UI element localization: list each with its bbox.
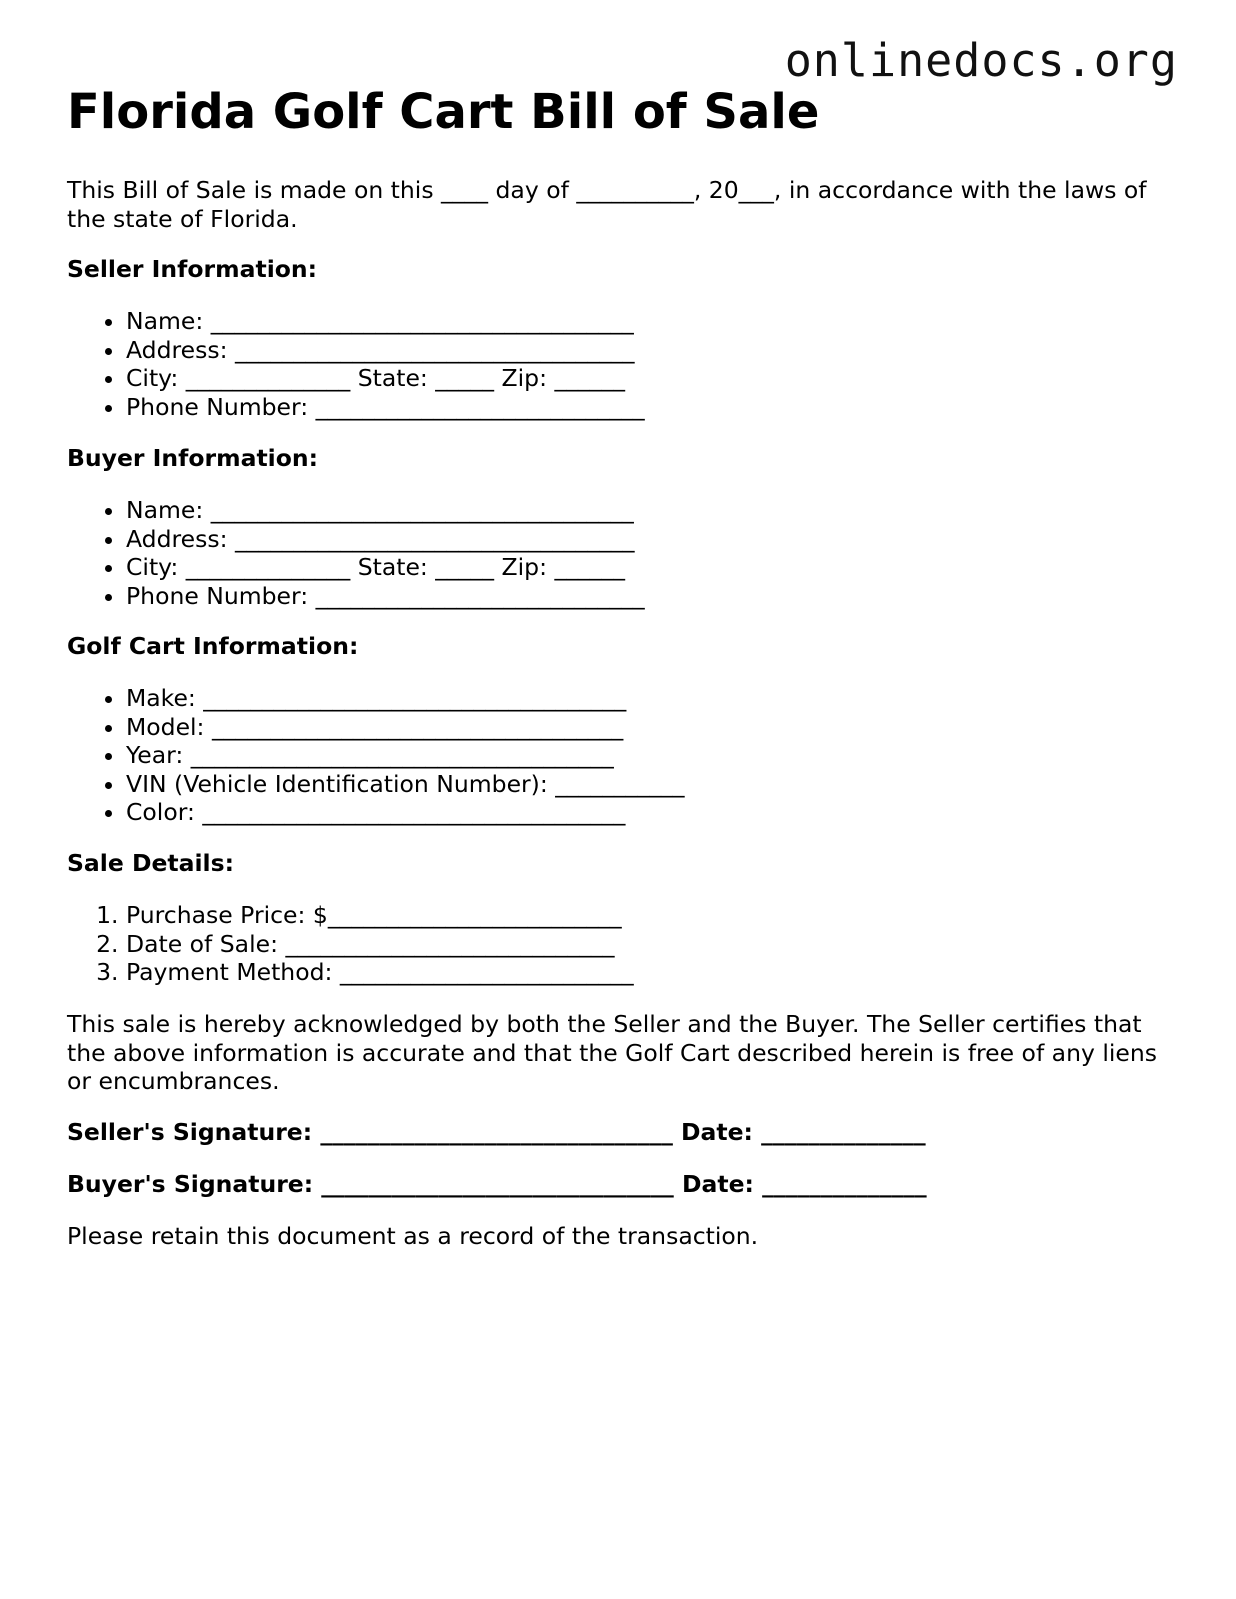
buyer-fields-list [67, 496, 645, 610]
cart-fields-list [67, 684, 685, 827]
seller-phone-field: • Phone Number: ____________________________ [126, 393, 645, 422]
seller-city-state-zip-field: • City: ______________ State: _____ Zip: ______ [126, 364, 645, 393]
buyer-name-field: • Name: ____________________________________ [126, 496, 645, 525]
sale-section-heading: Sale Details: [67, 849, 234, 877]
buyer-phone-field: • Phone Number: ____________________________ [126, 582, 645, 611]
seller-name-field: • Name: ____________________________________ [126, 307, 645, 336]
document-title: Florida Golf Cart Bill of Sale [67, 84, 820, 140]
watermark-logo: onlinedocs.org [784, 34, 1178, 87]
cart-section-heading: Golf Cart Information: [67, 632, 359, 660]
closing-note: Please retain this document as a record of the transaction. [67, 1222, 759, 1250]
buyer-address-field: • Address: __________________________________ [126, 525, 645, 554]
buyer-section-heading: Buyer Information: [67, 444, 319, 472]
seller-fields-list [67, 307, 645, 421]
cart-make-field: • Make: ____________________________________ [126, 684, 685, 713]
cart-year-field: • Year: ____________________________________ [126, 741, 685, 770]
cart-color-field: • Color: ____________________________________ [126, 798, 685, 827]
sale-fields-list [67, 901, 634, 987]
seller-section-heading: Seller Information: [67, 255, 318, 283]
sale-payment-method-field: 3. Payment Method: _________________________ [126, 958, 634, 987]
cart-model-field: • Model: ___________________________________ [126, 713, 685, 742]
sale-price-field: 1. Purchase Price: $_________________________ [126, 901, 634, 930]
seller-address-field: • Address: __________________________________ [126, 336, 645, 365]
sale-date-field: 2. Date of Sale: ____________________________ [126, 930, 634, 959]
acknowledgement-paragraph: This sale is hereby acknowledged by both the Seller and the Buyer. The Seller certifies that the above information is accurate and that the Golf Cart described herein is free of any liens or encumbrances. [67, 1010, 1158, 1095]
seller-signature-line: Seller's Signature: ______________________________ Date: ______________ [67, 1118, 926, 1146]
buyer-signature-line: Buyer's Signature: ______________________________ Date: ______________ [67, 1170, 927, 1198]
buyer-city-state-zip-field: • City: ______________ State: _____ Zip: ______ [126, 553, 645, 582]
intro-paragraph: This Bill of Sale is made on this ____ day of __________, 20___, in accordance with the laws of the state of Florida. [67, 176, 1147, 233]
cart-vin-field: • VIN (Vehicle Identification Number): ___________ [126, 770, 685, 799]
